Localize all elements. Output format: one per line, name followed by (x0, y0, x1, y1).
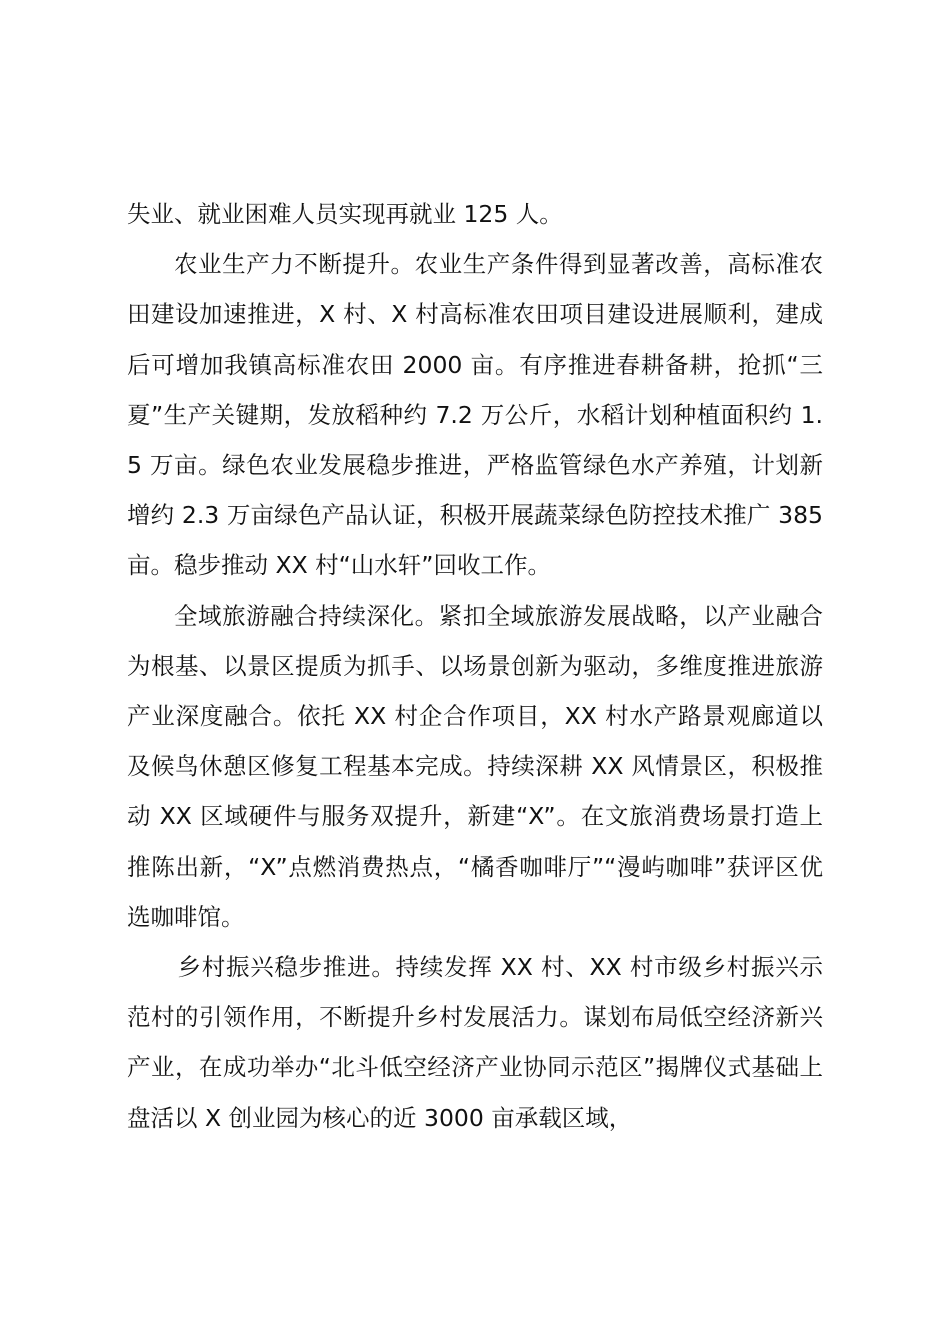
paragraph-agriculture: 农业生产力不断提升。农业生产条件得到显著改善，高标准农田建设加速推进，X 村、X 村高标准农田项目建设进展顺利，建成后可增加我镇高标准农田 2000 亩。有序推进春耕备耕，抢抓“三夏”生产关键期，发放稻种约 7.2 万公斤，水稻计划种植面积约 1.5 万亩。绿色农业发展稳步推进，严格监管绿色水产养殖，计划新增约 2.3 万亩绿色产品认证，积极开展蔬菜绿色防控技术推广 385 亩。稳步推动 XX 村“山水轩”回收工作。 (127, 250, 823, 580)
paragraph-rural-revitalization: 乡村振兴稳步推进。持续发挥 XX 村、XX 村市级乡村振兴示范村的引领作用，不断提升乡村发展活力。谋划布局低空经济新兴产业，在成功举办“北斗低空经济产业协同示范区”揭牌仪式基础上盘活以 X 创业园为核心的近 3000 亩承载区域， (127, 953, 823, 1132)
document-body (127, 189, 823, 1143)
paragraph-employment-continuation: 失业、就业困难人员实现再就业 125 人。 (127, 200, 563, 228)
paragraph-tourism: 全域旅游融合持续深化。紧扣全域旅游发展战略，以产业融合为根基、以景区提质为抓手、以场景创新为驱动，多维度推进旅游产业深度融合。依托 XX 村企合作项目，XX 村水产路景观廊道以及候鸟休憩区修复工程基本完成。持续深耕 XX 风情景区，积极推动 XX 区域硬件与服务双提升，新建“X”。在文旅消费场景打造上推陈出新，“X”点燃消费热点，“橘香咖啡厅”“漫屿咖啡”获评区优选咖啡馆。 (127, 601, 823, 931)
